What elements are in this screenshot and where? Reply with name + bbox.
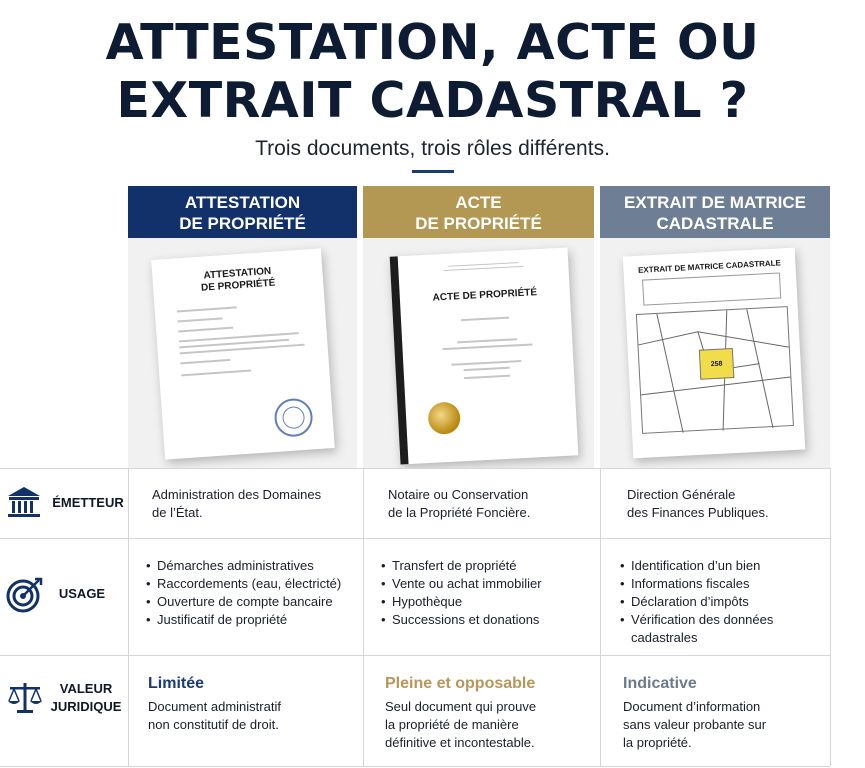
row-label-usage: USAGE bbox=[58, 586, 106, 601]
cell-line: de l’État. bbox=[152, 505, 203, 520]
target-icon bbox=[6, 576, 44, 619]
valeur-title: Indicative bbox=[623, 675, 697, 692]
cell-line: Direction Générale bbox=[627, 487, 736, 502]
column-divider bbox=[600, 468, 601, 766]
list-item: • Ouverture de compte bancaire bbox=[146, 593, 358, 611]
row-label-line: VALEUR bbox=[59, 681, 113, 696]
column-header-line: ATTESTATION bbox=[184, 193, 301, 212]
list-item: • Successions et donations bbox=[381, 611, 593, 629]
cadastral-map bbox=[636, 306, 794, 434]
row-divider bbox=[0, 766, 830, 767]
cell-line: des Finances Publiques. bbox=[627, 505, 769, 520]
column-divider bbox=[128, 468, 129, 766]
document-title-line: DE PROPRIÉTÉ bbox=[200, 277, 276, 294]
document-image-attestation bbox=[128, 238, 357, 468]
cell-line: Administration des Domaines bbox=[152, 487, 322, 502]
cell-line: de la Propriété Foncière. bbox=[388, 505, 531, 520]
valeur-cell-extrait bbox=[623, 675, 823, 752]
bank-icon bbox=[6, 485, 42, 524]
cell-line: Document administratif bbox=[148, 699, 281, 714]
document-title bbox=[152, 262, 323, 298]
list-item: • Hypothèque bbox=[381, 593, 593, 611]
cell-line: non constitutif de droit. bbox=[148, 717, 279, 732]
list-item: • Transfert de propriété bbox=[381, 557, 593, 575]
usage-cell-attestation bbox=[146, 557, 358, 629]
cell-line: définitive et incontestable. bbox=[385, 735, 535, 750]
column-header-extrait bbox=[600, 186, 830, 238]
column-divider bbox=[363, 468, 364, 766]
cell-line: Document d’information bbox=[623, 699, 761, 714]
emetteur-cell-extrait bbox=[627, 486, 827, 522]
usage-cell-extrait bbox=[620, 557, 780, 647]
document-title: EXTRAIT DE MATRICE CADASTRALE bbox=[637, 258, 782, 275]
row-label-emetteur: ÉMETTEUR bbox=[52, 495, 124, 510]
cell-line: la propriété de manière bbox=[385, 717, 519, 732]
column-header-attestation bbox=[128, 186, 357, 238]
list-item: • Identification d’un bien bbox=[620, 557, 780, 575]
gold-seal-icon bbox=[427, 401, 461, 435]
document-image-extrait bbox=[600, 238, 830, 468]
page-title-line-2: EXTRAIT CADASTRAL ? bbox=[116, 72, 749, 129]
column-header-line: ACTE bbox=[455, 193, 502, 212]
valeur-cell-acte bbox=[385, 675, 595, 752]
list-item: • Déclaration d’impôts bbox=[620, 593, 780, 611]
document-title: ACTE DE PROPRIÉTÉ bbox=[432, 287, 538, 304]
row-divider bbox=[0, 655, 830, 656]
document-title-line: ATTESTATION bbox=[203, 265, 272, 282]
page-title bbox=[0, 14, 865, 130]
cell-line: Seul document qui prouve bbox=[385, 699, 537, 714]
emetteur-cell-attestation bbox=[152, 486, 357, 522]
column-header-line: CADASTRALE bbox=[656, 214, 774, 233]
scales-icon bbox=[6, 680, 44, 721]
list-item: • Justificatif de propriété bbox=[146, 611, 358, 629]
official-stamp-icon bbox=[273, 397, 314, 438]
column-header-line: DE PROPRIÉTÉ bbox=[415, 214, 542, 233]
highlighted-parcel bbox=[699, 348, 735, 380]
subtitle-divider bbox=[412, 170, 454, 173]
document-image-acte bbox=[363, 238, 594, 468]
valeur-title: Pleine et opposable bbox=[385, 675, 536, 692]
column-header-line: EXTRAIT DE MATRICE bbox=[624, 193, 806, 212]
parcel-label: 258 bbox=[710, 360, 723, 369]
cell-line: sans valeur probante sur bbox=[623, 717, 767, 732]
cell-line: Notaire ou Conservation bbox=[388, 487, 529, 502]
page-subtitle: Trois documents, trois rôles différents. bbox=[255, 137, 610, 160]
row-divider bbox=[0, 468, 830, 469]
emetteur-cell-acte bbox=[388, 486, 593, 522]
list-item: • Vérification des données cadastrales bbox=[620, 611, 780, 647]
column-divider bbox=[830, 468, 831, 766]
list-item: • Informations fiscales bbox=[620, 575, 780, 593]
valeur-title: Limitée bbox=[148, 675, 205, 692]
cell-line: la propriété. bbox=[623, 735, 692, 750]
valeur-cell-attestation bbox=[148, 675, 353, 734]
document-paper bbox=[151, 248, 335, 459]
page-title-line-1: ATTESTATION, ACTE OU bbox=[105, 14, 760, 71]
list-item: • Raccordements (eau, électricté) bbox=[146, 575, 358, 593]
list-item: • Démarches administratives bbox=[146, 557, 358, 575]
column-header-acte bbox=[363, 186, 594, 238]
document-paper bbox=[623, 248, 805, 459]
document-paper bbox=[390, 247, 579, 464]
list-item: • Vente ou achat immobilier bbox=[381, 575, 593, 593]
usage-cell-acte bbox=[381, 557, 593, 629]
row-divider bbox=[0, 538, 830, 539]
column-header-line: DE PROPRIÉTÉ bbox=[179, 214, 306, 233]
row-label-valeur bbox=[48, 680, 124, 716]
row-label-line: JURIDIQUE bbox=[50, 699, 122, 714]
